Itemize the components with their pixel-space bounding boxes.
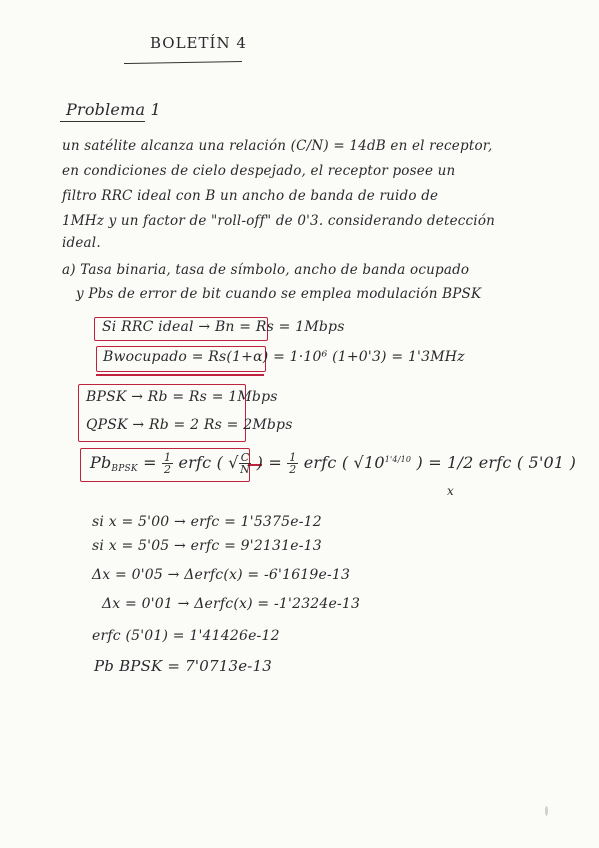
erfc-line-1: si x = 5'00 → erfc = 1'5375e-12 [92, 514, 322, 530]
statement-line-1: un satélite alcanza una relación (C/N) = 14dB en el receptor, [62, 138, 493, 154]
pb-cn-num: C [240, 451, 250, 464]
bpsk-bitrate-line: BPSK → Rb = Rs = 1Mbps [86, 389, 278, 405]
scan-mark [545, 806, 548, 816]
erfc-line-2: si x = 5'05 → erfc = 9'2131e-13 [92, 538, 322, 554]
pb-half-fraction [162, 452, 173, 475]
pb-half-den: 2 [163, 463, 172, 476]
occupied-bandwidth-underline [96, 374, 264, 376]
pb-cn-den: N [240, 463, 250, 476]
erfc-result-line: erfc (5'01) = 1'41426e-12 [92, 628, 280, 644]
pb-cn-fraction [239, 452, 252, 475]
pb-half-num: 1 [163, 451, 172, 464]
statement-line-3: filtro RRC ideal con B un ancho de banda de ruido de [62, 188, 439, 204]
rrc-bandwidth-line: Si RRC ideal → Bn = Rs = 1Mbps [102, 319, 345, 335]
statement-line-4: 1MHz y un factor de "roll-off" de 0'3. considerando detección [62, 213, 496, 229]
pb-result: = 1/2 erfc ( 5'01 ) [428, 453, 577, 472]
pb-mid-root: 10 [363, 453, 385, 472]
occupied-bandwidth-line: Bwocupado = Rs(1+α) = 1·10⁶ (1+0'3) = 1'3MHz [103, 349, 465, 365]
problem-heading: Problema 1 [66, 100, 161, 119]
pb-erfc: erfc [178, 453, 212, 472]
statement-line-2: en condiciones de cielo despejado, el receptor posee un [62, 163, 456, 179]
pb-formula: $Pb_{BPSK}$ = $\frac{1}{2}$ erfc ( √ $\frac{C}{N}$ ) = $\frac{1}{2}$ erfc ( $√10^{1'4/10}$ ) = 1/2 erfc ( 5'01 ) [90, 451, 577, 476]
pb-label: Pb [90, 453, 112, 472]
pb-bpsk-result-line: Pb BPSK = 7'0713e-13 [94, 657, 273, 675]
pb-mid-num: 1 [289, 451, 297, 464]
pb-subscript: BPSK [111, 464, 138, 474]
question-line-1: a) Tasa binaria, tasa de símbolo, ancho de banda ocupado [62, 262, 470, 278]
delta-line-2: Δx = 0'01 → Δerfc(x) = -1'2324e-13 [102, 596, 361, 612]
heading-underline [60, 121, 145, 122]
x-marker: x [447, 484, 454, 498]
pb-mid-exponent: 1'4/10 [384, 455, 412, 464]
page-title: BOLETÍN 4 [150, 34, 247, 52]
question-line-2: y Pbs de error de bit cuando se emplea modulación BPSK [76, 286, 482, 302]
delta-line-1: Δx = 0'05 → Δerfc(x) = -6'1619e-13 [92, 567, 351, 583]
statement-line-5: ideal. [62, 235, 101, 251]
pb-mid-fraction [287, 452, 298, 475]
qpsk-bitrate-line: QPSK → Rb = 2 Rs = 2Mbps [86, 417, 293, 433]
title-underline [124, 61, 242, 64]
pb-mid-erfc: erfc [303, 453, 337, 472]
pb-mid-den: 2 [289, 463, 297, 476]
